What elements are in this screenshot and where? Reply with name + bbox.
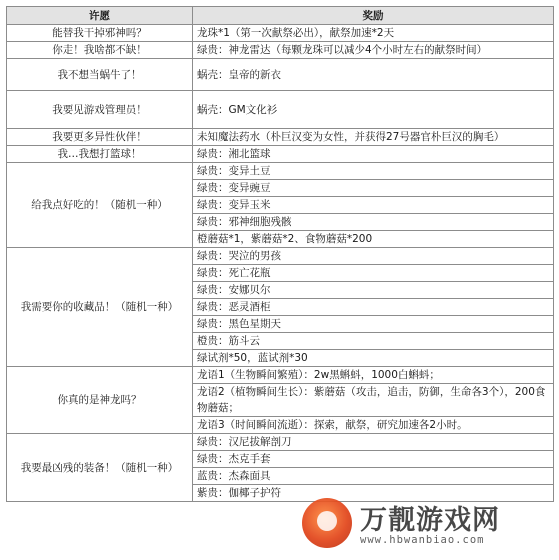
reward-cell: 绿贵：黑色星期天 [193,316,554,333]
reward-cell: 绿贵：变异豌豆 [193,180,554,197]
wish-cell: 我要最凶残的装备！（随机一种） [7,434,193,502]
table-body [7,25,554,502]
table-row [7,25,554,42]
reward-cell: 龙语1（生物瞬间繁殖）：2w黑蝌蚪，1000白蝌蚪； [193,367,554,384]
reward-cell: 龙语2（植物瞬间生长）：紫蘑菇（攻击，追击，防御，生命各3个），200食物蘑菇； [193,384,554,417]
wish-cell: 我…我想打篮球！ [7,146,193,163]
table-row [7,163,554,180]
wish-cell: 你走！我啥都不缺！ [7,42,193,59]
site-watermark [296,496,558,560]
wish-cell: 我不想当蜗牛了！ [7,59,193,91]
header-reward: 奖励 [193,7,554,25]
reward-cell: 绿贵：汉尼拔解剖刀 [193,434,554,451]
wish-reward-table [6,6,554,502]
reward-cell: 绿贵：杰克手套 [193,451,554,468]
reward-cell: 绿贵：变异玉米 [193,197,554,214]
reward-cell: 龙珠*1（第一次献祭必出），献祭加速*2天 [193,25,554,42]
reward-cell: 蜗壳：GM文化衫 [193,91,554,129]
wish-cell: 我要见游戏管理员！ [7,91,193,129]
table-row [7,367,554,384]
reward-cell: 绿贵：神龙雷达（每颗龙珠可以减少4个小时左右的献祭时间） [193,42,554,59]
table-row [7,91,554,129]
reward-cell: 绿贵：邪神细胞残骸 [193,214,554,231]
watermark-title: 万靓游戏网 [360,505,500,536]
reward-cell: 橙蘑菇*1，紫蘑菇*2、食物蘑菇*200 [193,231,554,248]
table-header-row [7,7,554,25]
reward-cell: 橙贵：筋斗云 [193,333,554,350]
reward-cell: 蓝贵：杰森面具 [193,468,554,485]
reward-cell: 绿贵：哭泣的男孩 [193,248,554,265]
watermark-url: www.hbwanbiao.com [360,534,485,546]
wish-cell: 给我点好吃的！（随机一种） [7,163,193,248]
wish-cell: 你真的是神龙吗？ [7,367,193,434]
reward-cell: 绿贵：安娜贝尔 [193,282,554,299]
reward-table-container [6,6,553,502]
table-row [7,129,554,146]
reward-cell: 绿贵：恶灵酒柜 [193,299,554,316]
reward-cell: 蜗壳：皇帝的新衣 [193,59,554,91]
reward-cell: 紫贵：伽椰子护符 [193,485,554,502]
header-wish: 许愿 [7,7,193,25]
table-row [7,248,554,265]
wish-cell: 我需要你的收藏品！（随机一种） [7,248,193,367]
table-row [7,42,554,59]
reward-cell: 绿贵：死亡花瓶 [193,265,554,282]
table-row [7,59,554,91]
table-row [7,146,554,163]
reward-cell: 绿贵：湘北篮球 [193,146,554,163]
reward-cell: 未知魔法药水（朴巨汉变为女性，并获得27号器官朴巨汉的胸毛） [193,129,554,146]
reward-cell: 绿试剂*50，蓝试剂*30 [193,350,554,367]
wish-cell: 我要更多异性伙伴！ [7,129,193,146]
site-logo-icon [302,498,352,548]
wish-cell: 能替我干掉邪神吗？ [7,25,193,42]
reward-cell: 龙语3（时间瞬间流逝）：探索，献祭，研究加速各2小时。 [193,417,554,434]
table-row [7,434,554,451]
reward-cell: 绿贵：变异土豆 [193,163,554,180]
